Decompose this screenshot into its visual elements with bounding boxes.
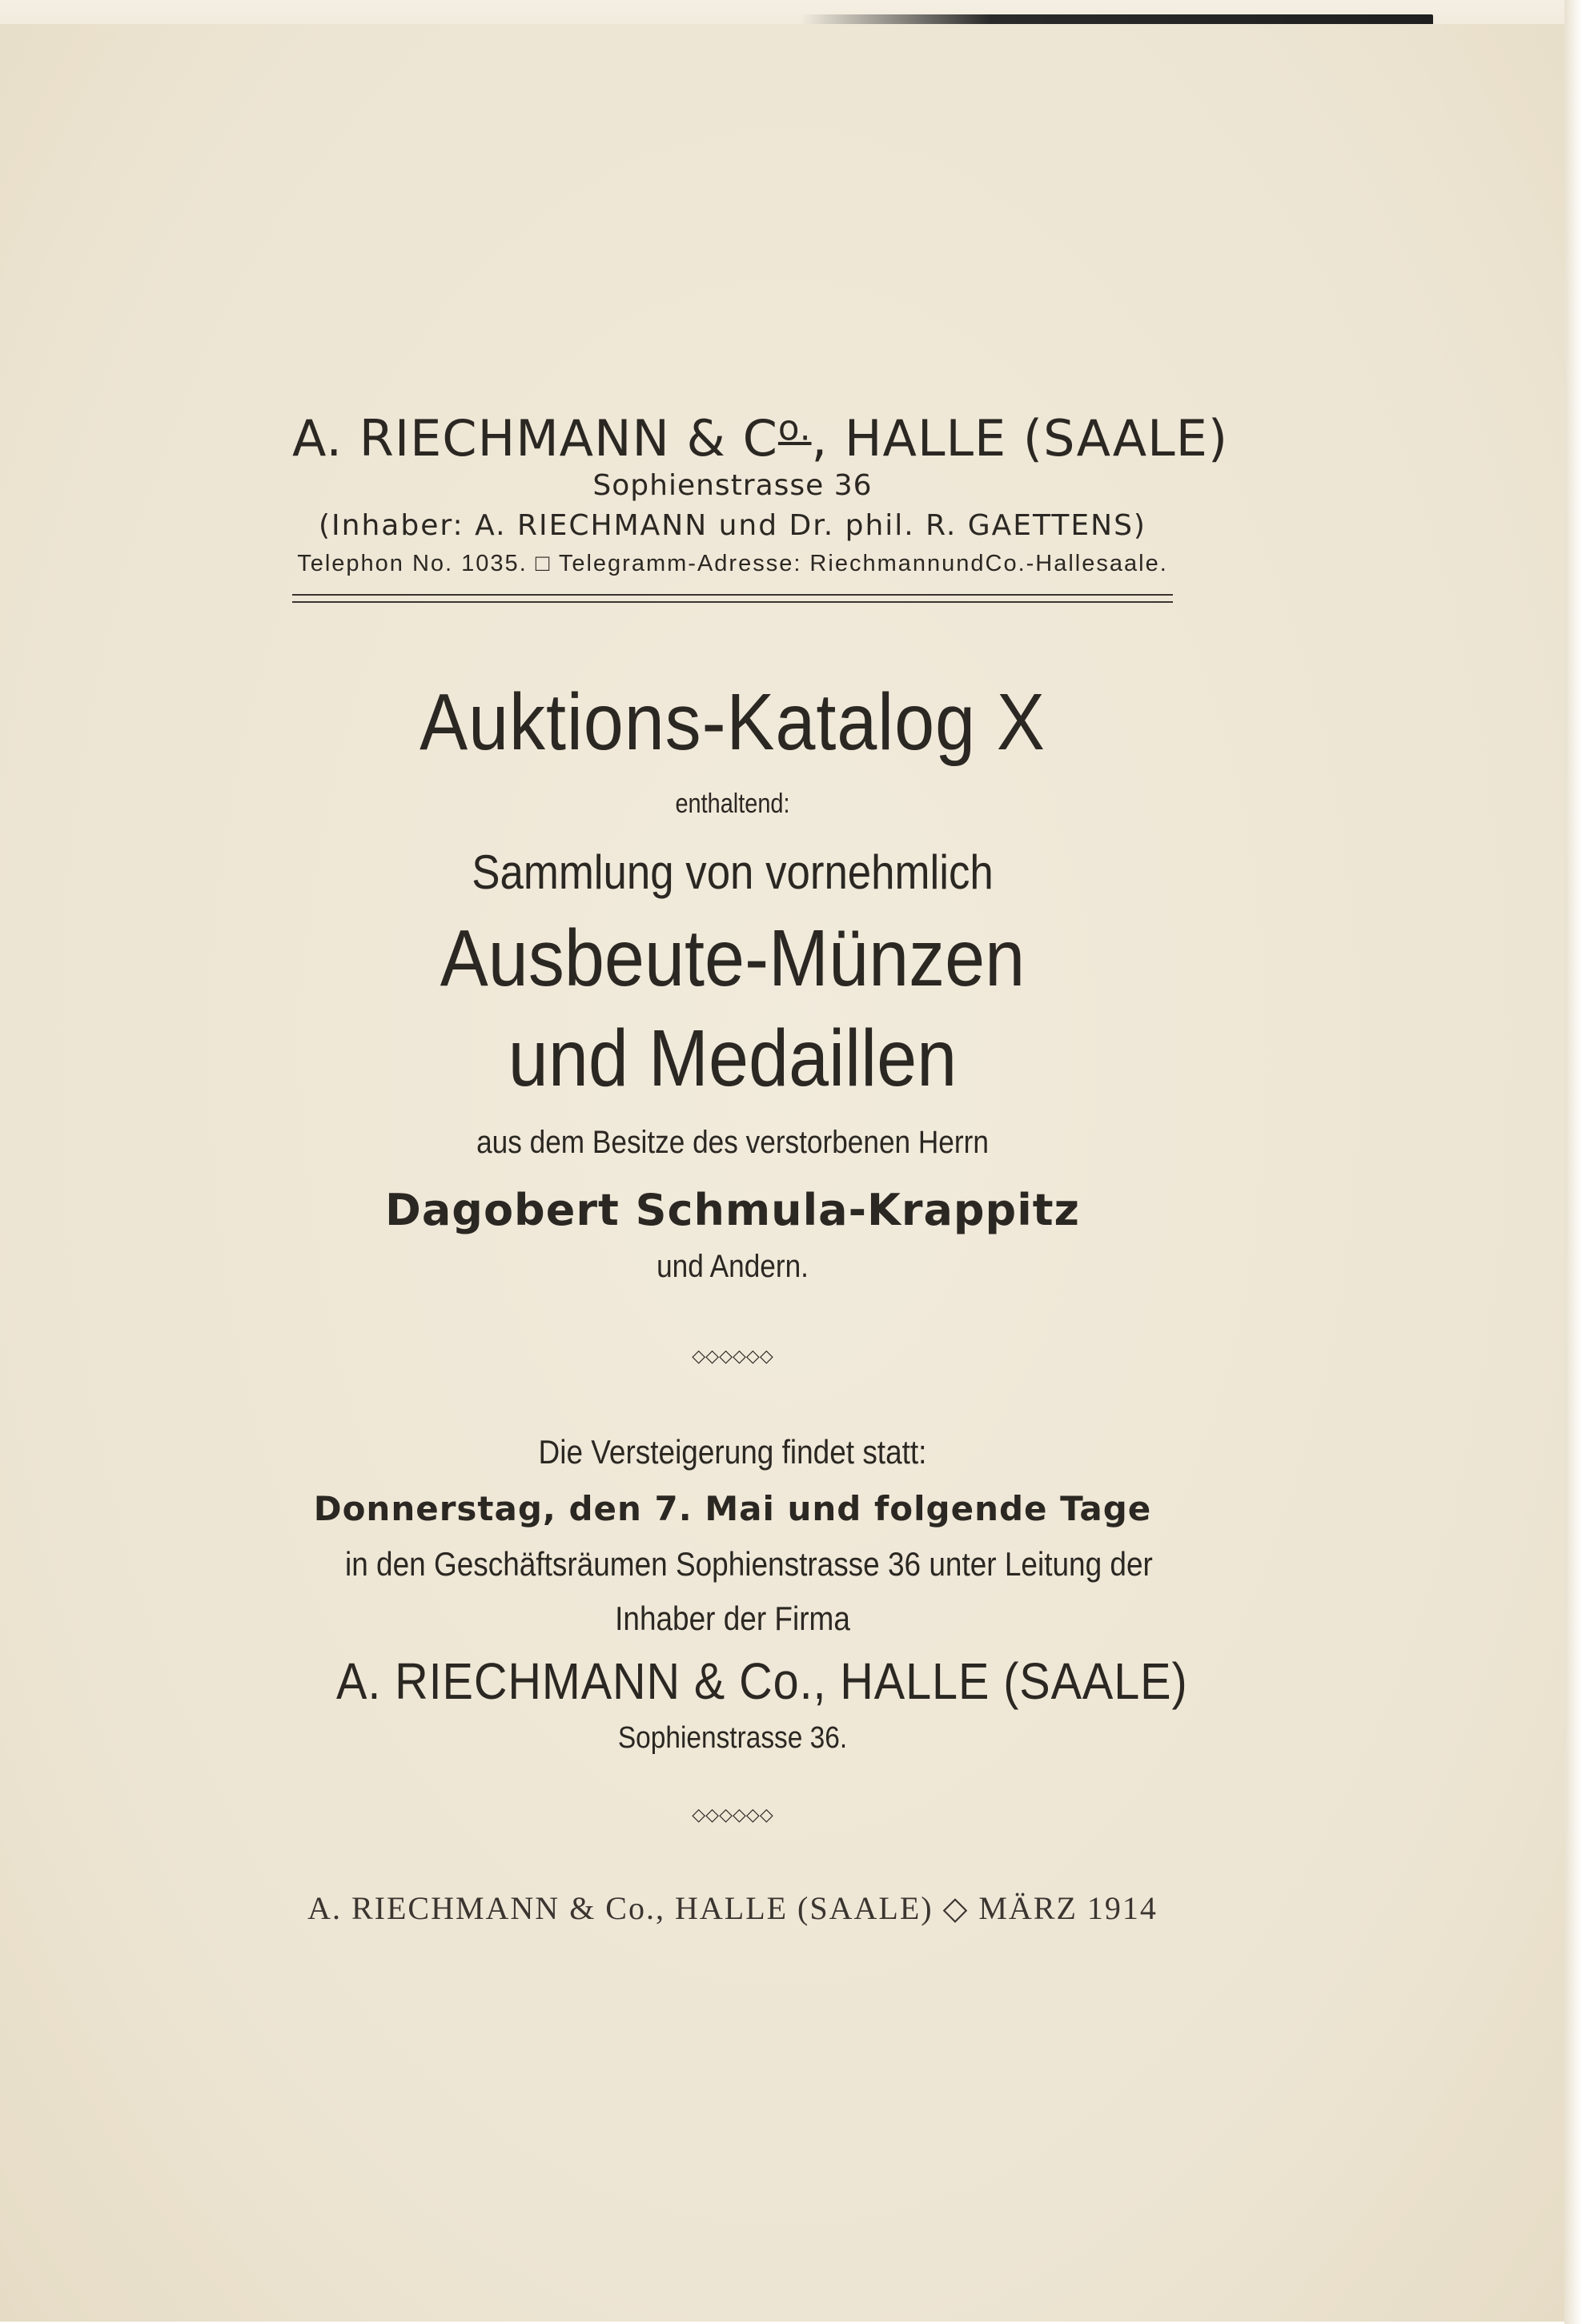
collection-line: Sammlung von vornehmlich [472, 845, 994, 899]
provenance-line: aus dem Besitze des verstorbenen Herrn [476, 1125, 989, 1160]
page-right-edge [1564, 0, 1582, 2324]
auction-owners: Inhaber der Firma [615, 1600, 850, 1637]
others-line: und Andern. [656, 1249, 809, 1284]
auction-place: in den Geschäftsräumen Sophienstrasse 36 unter Leitung der [345, 1545, 1153, 1583]
header-owners: (Inhaber: A. RIECHMANN und Dr. phil. R. GAETTENS) [319, 509, 1146, 542]
catalog-title-page [0, 24, 1568, 2322]
header-divider-bottom [292, 601, 1173, 603]
collector-name: Dagobert Schmula-Krappitz [385, 1185, 1080, 1235]
ornament-divider-2: ◇◇◇◇◇◇ [692, 1805, 773, 1825]
subject-line-1: Ausbeute-Münzen [440, 913, 1026, 1003]
header-contact: Telephon No. 1035. □ Telegramm-Adresse: RiechmannundCo.-Hallesaale. [297, 551, 1168, 576]
containing-label: enthaltend: [675, 789, 790, 819]
header-firm-name [292, 408, 1229, 468]
catalog-title: Auktions-Katalog X [420, 677, 1046, 767]
auction-date: Donnerstag, den 7. Mai und folgende Tage [313, 1489, 1152, 1528]
auction-address: Sophienstrasse 36. [617, 1721, 848, 1755]
ornament-divider-1: ◇◇◇◇◇◇ [692, 1347, 773, 1367]
header-address: Sophienstrasse 36 [592, 469, 873, 502]
imprint-footer: A. RIECHMANN & Co., HALLE (SAALE) ◇ MÄRZ 1914 [307, 1890, 1158, 1926]
header-divider-top [292, 594, 1173, 596]
auction-firm: A. RIECHMANN & Co., HALLE (SAALE) [336, 1652, 1188, 1710]
subject-line-2: und Medaillen [508, 1013, 958, 1103]
auction-intro: Die Versteigerung findet statt: [538, 1433, 927, 1471]
header-firm-text: A. RIECHMANN & $C^{o.}$, HALLE (SAALE) [292, 408, 1229, 468]
